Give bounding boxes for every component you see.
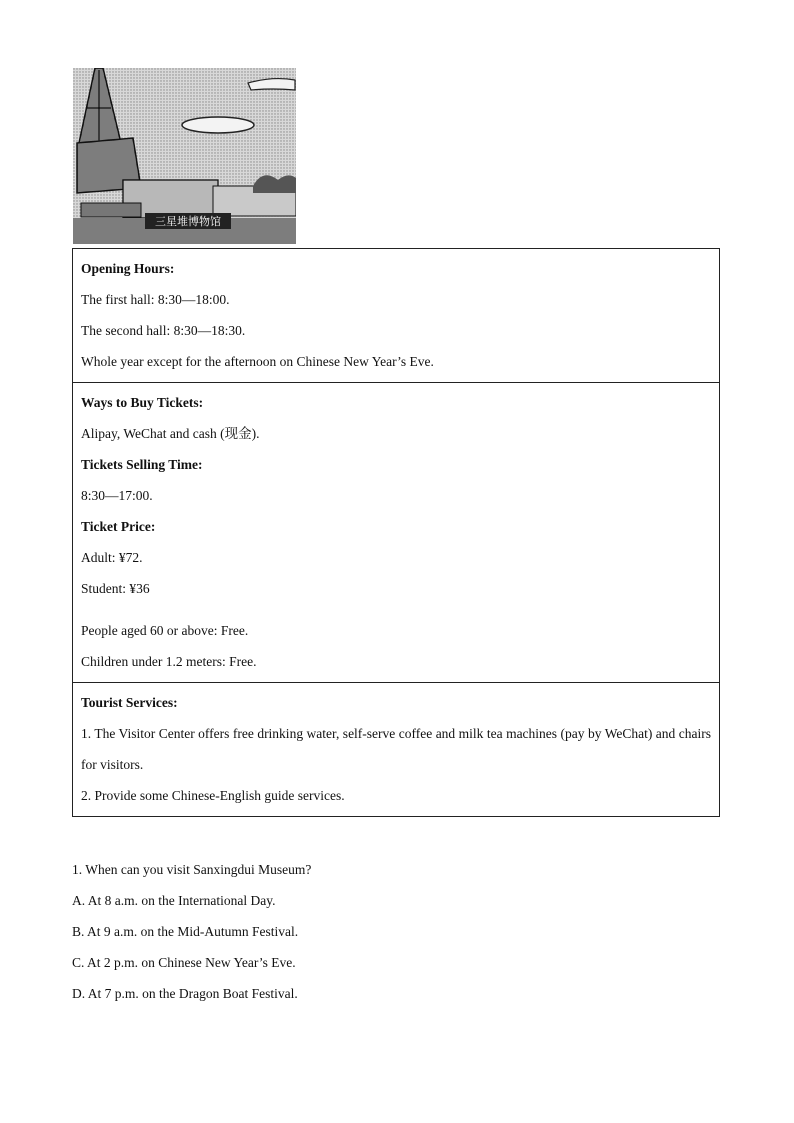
museum-sign-text: 三星堆博物馆 <box>155 215 221 228</box>
children-price: Children under 1.2 meters: Free. <box>81 654 257 669</box>
opening-hours-section <box>73 249 719 382</box>
option-c[interactable]: C. At 2 p.m. on Chinese New Year’s Eve. <box>72 955 296 970</box>
museum-photo <box>73 68 296 244</box>
opening-exception: Whole year except for the afternoon on Chinese New Year’s Eve. <box>81 354 434 369</box>
option-b[interactable]: B. At 9 a.m. on the Mid-Autumn Festival. <box>72 924 299 939</box>
second-hall-hours: The second hall: 8:30—18:30. <box>81 323 246 338</box>
tickets-section <box>73 382 719 682</box>
opening-hours-heading: Opening Hours: <box>81 261 175 276</box>
payment-methods: Alipay, WeChat and cash (现金). <box>81 426 260 441</box>
question-block <box>72 854 732 1009</box>
selling-time-heading: Tickets Selling Time: <box>81 457 203 472</box>
option-a[interactable]: A. At 8 a.m. on the International Day. <box>72 893 276 908</box>
buy-tickets-heading: Ways to Buy Tickets: <box>81 395 204 410</box>
selling-time: 8:30—17:00. <box>81 488 153 503</box>
service-item-2: 2. Provide some Chinese-English guide services. <box>81 788 345 803</box>
senior-price: People aged 60 or above: Free. <box>81 623 249 638</box>
tourist-services-section <box>73 682 719 816</box>
tourist-services-heading: Tourist Services: <box>81 695 178 710</box>
option-d[interactable]: D. At 7 p.m. on the Dragon Boat Festival. <box>72 986 298 1001</box>
museum-photo-icon <box>73 68 296 244</box>
student-price: Student: ¥36 <box>81 581 150 596</box>
museum-info-table <box>72 248 720 817</box>
service-item-1: 1. The Visitor Center offers free drinking water, self-serve coffee and milk tea machines (pay by WeChat) and chairs for visitors. <box>81 726 711 772</box>
question-stem: 1. When can you visit Sanxingdui Museum? <box>72 862 312 877</box>
first-hall-hours: The first hall: 8:30—18:00. <box>81 292 230 307</box>
ticket-price-heading: Ticket Price: <box>81 519 156 534</box>
adult-price: Adult: ¥72. <box>81 550 143 565</box>
